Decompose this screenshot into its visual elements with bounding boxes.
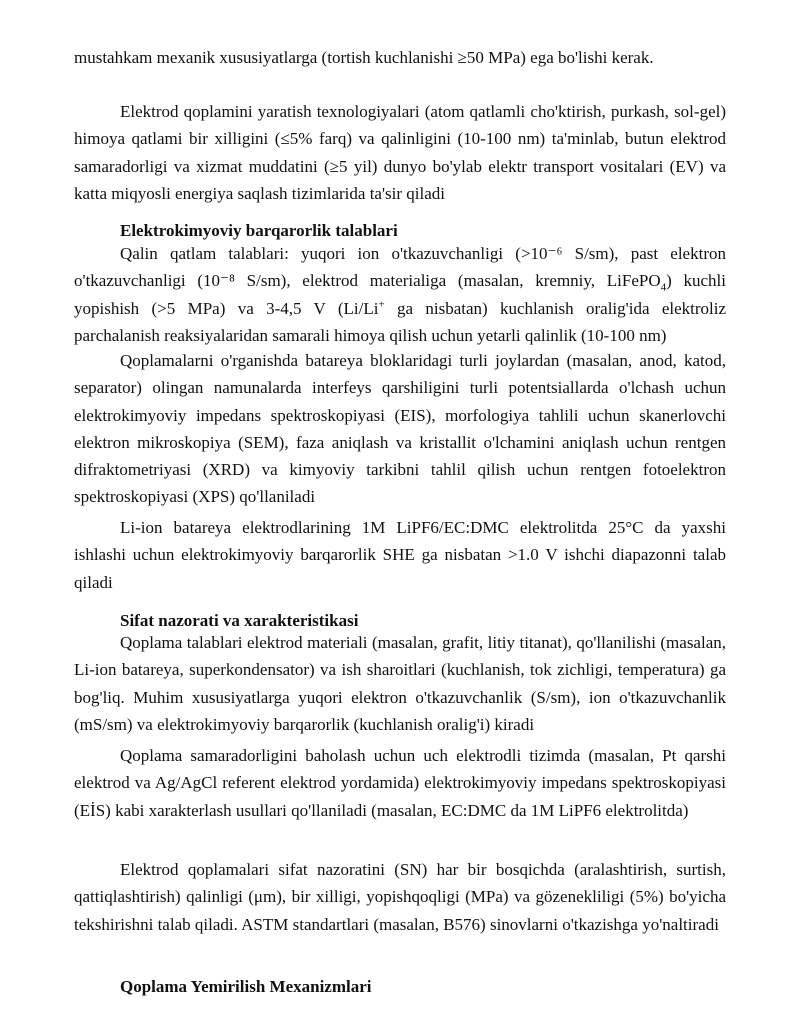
layer-subscript: 4 <box>660 281 667 294</box>
paragraph-layer-requirements <box>74 240 726 349</box>
layer-text-a: Qalin qatlam talablari: yuqori ion o'tkazuvchanligi (>10⁻⁶ S/sm), past elektron o'tkazuvchanligi (10⁻⁸ S/sm), elektrod materialiga (masalan, kremniy, LiFePO <box>74 244 726 291</box>
heading-quality-control: Sifat nazorati va xarakteristikasi <box>120 611 359 630</box>
paragraph-characterization-methods: Qoplamalarni o'rganishda batareya bloklaridagi turli joylardan (masalan, anod, katod, separator) olingan namunalarda interfeys qarshiligini turli potentsiallarda o'lchash uchun elektrokimyoviy impedans spektroskopiyasi (EIS), morfologiya tahlili uchun skanerlovchi elektron mikroskopiya (SEM), faza aniqlash va kristallit o'lchamini aniqlash uchun rentgen difraktometriyasi (XRD) va kimyoviy tarkibni tahlil qilish uchun rentgen fotoelektron spektroskopiyasi (XPS) qo'llaniladi <box>74 351 726 507</box>
paragraph-coating-requirements: Qoplama talablari elektrod materiali (masalan, grafit, litiy titanat), qo'llanilishi (masalan, Li-ion batareya, superkondensator) va ish sharoitlari (kuchlanish, tok zichligi, temperatura) ga bog'liq. Muhim xususiyatlarga yuqori elektron o'tkazuvchanlik (S/sm), ion o'tkazuvchanlik (mS/sm) va elektrokimyoviy barqarorlik (kuchlanish oralig'i) kiradi <box>74 633 726 734</box>
heading-corrosion-mechanisms: Qoplama Yemirilish Mexanizmlari <box>120 977 372 996</box>
paragraph-top-fragment: mustahkam mexanik xususiyatlarga (tortish kuchlanishi ≥50 MPa) ega bo'lishi kerak. <box>74 48 654 67</box>
layer-text-b: ) kuchli yopishish (>5 MPa) va 3-4,5 V (Li/Li <box>74 271 727 318</box>
heading-electrochemical-stability: Elektrokimyoviy barqarorlik talablari <box>120 221 398 240</box>
paragraph-liion-stability: Li-ion batareya elektrodlarining 1M LiPF6/EC:DMC elektrolitda 25°C da yaxshi ishlashi uchun elektrokimyoviy barqarorlik SHE ga nisbatan >1.0 V ishchi diapazonni talab qiladi <box>74 518 726 592</box>
paragraph-coating-technologies: Elektrod qoplamini yaratish texnologiyalari (atom qatlamli cho'ktirish, purkash, sol-gel) himoya qatlami bir xilligini (≤5% farq) va qalinligini (10-100 nm) ta'minlab, butun elektrod samaradorligi va xizmat muddatini (≥5 yil) dunyo bo'ylab elektr transport vositalari (EV) va katta miqyosli energiya saqlash tizimlarida ta'sir qiladi <box>74 102 726 203</box>
paragraph-eis-evaluation: Qoplama samaradorligini baholash uchun uch elektrodli tizimda (masalan, Pt qarshi elektrod va Ag/AgCl referent elektrod yordamida) elektrokimyoviy impedans spektroskopiyasi (EİS) kabi xarakterlash usullari qo'llaniladi (masalan, EC:DMC da 1M LiPF6 elektrolitda) <box>74 746 726 820</box>
paragraph-quality-inspection: Elektrod qoplamalari sifat nazoratini (SN) har bir bosqichda (aralashtirish, surtish, qattiqlashtirish) qalinligi (μm), bir xilligi, yopishqoqligi (MPa) va gözenekliligi (5%) bo'yicha tekshirishni talab qiladi. ASTM standartlari (masalan, B576) sinovlarni o'tkazishga yo'naltiradi <box>74 860 726 934</box>
layer-text-c: ga nisbatan) kuchlanish oralig'ida elektroliz parchalanish reaksiyalaridan samarali himoya qilish uchun yetarli qalinlik (10-100 nm) <box>74 298 727 345</box>
layer-superscript: + <box>378 297 385 310</box>
